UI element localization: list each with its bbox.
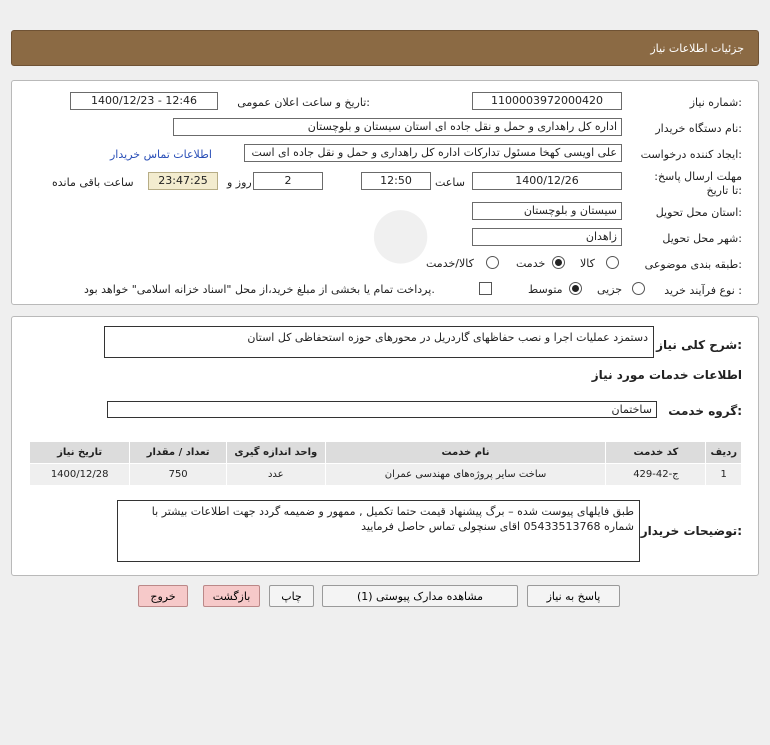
services-table-header [30, 442, 742, 464]
deadline-time-field: 12:50 [361, 172, 431, 190]
province-label: استان محل تحویل: [655, 206, 742, 219]
cell-row: 1 [706, 464, 742, 486]
need-number-label: شماره نیاز: [689, 96, 742, 109]
province-field: سیستان و بلوچستان [472, 202, 622, 220]
summary-text: دستمزد عملیات اجرا و نصب حفاظهای گاردریل در محورهای حوزه استحفاظی کل استان [247, 331, 648, 344]
category-option-service: خدمت [516, 257, 546, 270]
buyer-org-label: نام دستگاه خریدار: [655, 122, 742, 135]
category-option-goods: کالا [580, 257, 595, 270]
need-number-field: 1100003972000420 [472, 92, 622, 110]
col-service-code: کد خدمت [606, 442, 706, 464]
cell-unit: عدد [226, 464, 325, 486]
deadline-label: مهلت ارسال پاسخ: تا تاریخ: [654, 170, 742, 197]
col-need-date: تاریخ نیاز [30, 442, 130, 464]
page-title: جزئیات اطلاعات نیاز [650, 42, 744, 55]
remaining-label: ساعت باقی مانده [52, 176, 134, 189]
deadline-time-label: ساعت [435, 176, 465, 189]
deadline-date-field: 1400/12/26 [472, 172, 622, 190]
city-label: شهر محل تحویل: [662, 232, 742, 245]
col-service-name: نام خدمت [325, 442, 606, 464]
buyer-notes-box [117, 500, 640, 562]
announce-field: 1400/12/23 - 12:46 [70, 92, 218, 110]
col-row: ردیف [706, 442, 742, 464]
col-unit: واحد اندازه گیری [226, 442, 325, 464]
cell-service-code: ج-42-429 [606, 464, 706, 486]
exit-button[interactable]: خروج [138, 585, 188, 607]
category-radio-goods-service[interactable] [486, 256, 499, 269]
services-section-title: اطلاعات خدمات مورد نیاز [591, 368, 742, 382]
cell-quantity: 750 [130, 464, 227, 486]
print-button[interactable]: چاپ [269, 585, 314, 607]
treasury-note: پرداخت تمام یا بخشی از مبلغ خرید،از محل "اسناد خزانه اسلامی" خواهد بود. [84, 283, 435, 296]
service-group-label: گروه خدمت: [668, 404, 742, 418]
attachments-button[interactable]: مشاهده مدارک پیوستی (1) [322, 585, 518, 607]
days-field: 2 [253, 172, 323, 190]
buyer-notes-text: طبق فایلهای پیوست شده – برگ پیشنهاد قیمت حتما تکمیل , ممهور و ضمیمه گردد جهت اطلاعات بیشتر با شماره 05433513768 اقای سنچولی تماس حاصل فرمایید [151, 505, 634, 533]
city-field: زاهدان [472, 228, 622, 246]
service-group-field: ساختمان [107, 401, 657, 418]
services-table [29, 441, 742, 486]
remaining-time-field: 23:47:25 [148, 172, 218, 190]
table-row [30, 464, 742, 486]
summary-box [104, 326, 654, 358]
buyer-org-field: اداره کل راهداری و حمل و نقل جاده ای استان سیستان و بلوچستان [173, 118, 622, 136]
back-button[interactable]: بازگشت [203, 585, 260, 607]
requester-label: ایجاد کننده درخواست: [640, 148, 742, 161]
purchase-option-minor: جزیی [597, 283, 623, 296]
purchase-radio-medium[interactable] [569, 282, 582, 295]
buyer-contact-link[interactable]: اطلاعات تماس خریدار [110, 148, 212, 161]
col-quantity: تعداد / مقدار [130, 442, 227, 464]
category-radio-service[interactable] [552, 256, 565, 269]
treasury-checkbox[interactable] [479, 282, 492, 295]
purchase-radio-minor[interactable] [632, 282, 645, 295]
days-label: روز و [227, 176, 252, 189]
category-option-goods-service: کالا/خدمت [426, 257, 474, 270]
purchase-option-medium: متوسط [528, 283, 563, 296]
reply-button[interactable]: پاسخ به نیاز [527, 585, 620, 607]
summary-label: شرح کلی نیاز: [656, 338, 742, 352]
cell-need-date: 1400/12/28 [30, 464, 130, 486]
category-radio-goods[interactable] [606, 256, 619, 269]
announce-label: تاریخ و ساعت اعلان عمومی: [237, 96, 370, 109]
buyer-notes-label: توضیحات خریدار: [640, 524, 742, 538]
purchase-type-label: نوع فرآیند خرید : [664, 284, 742, 297]
cell-service-name: ساخت سایر پروژه‌های مهندسی عمران [325, 464, 606, 486]
requester-field: علی اویسی کهخا مسئول تدارکات اداره کل راهداری و حمل و نقل جاده ای است [244, 144, 622, 162]
page-header [11, 30, 759, 66]
category-label: طبقه بندی موضوعی: [644, 258, 742, 271]
